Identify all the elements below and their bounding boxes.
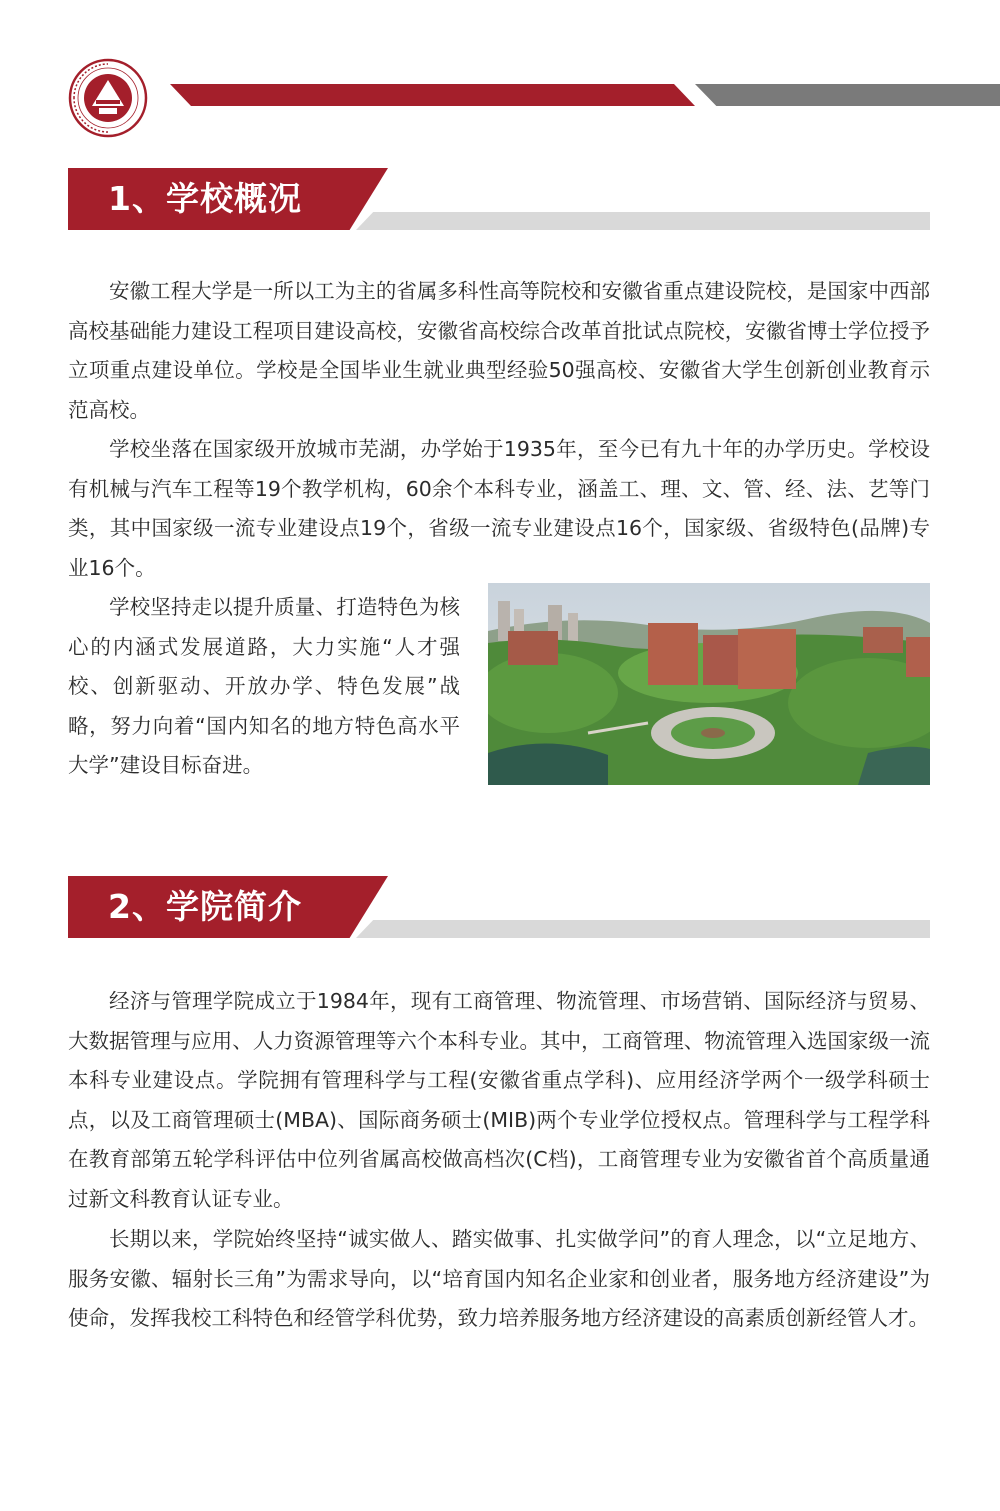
university-seal-icon [68,58,148,138]
university-logo [68,58,148,138]
section1-heading-gray-bar [356,212,930,230]
header-stripe-red [170,84,695,106]
header-stripe-gray [695,84,1000,106]
section2-heading-gray-bar [356,920,930,938]
section2-heading [68,876,930,942]
section1-heading [68,168,930,234]
campus-photo-illustration [488,583,930,785]
section2-paragraph-2: 长期以来，学院始终坚持“诚实做人、踏实做事、扎实做学问”的育人理念，以“立足地方、服务安徽、辐射长三角”为需求导向，以“培育国内知名企业家和创业者，服务地方经济建设”为使命，发挥我校工科特色和经管学科优势，致力培养服务地方经济建设的高素质创新经管人才。 [68,1227,930,1330]
section1-title: 1、学校概况 [108,179,302,218]
section2-title: 2、学院简介 [108,887,302,926]
section2-paragraph-1: 经济与管理学院成立于1984年，现有工商管理、物流管理、市场营销、国际经济与贸易、大数据管理与应用、人力资源管理等六个本科专业。其中，工商管理、物流管理入选国家级一流本科专业建设点。学院拥有管理科学与工程(安徽省重点学科)、应用经济学两个一级学科硕士点，以及工商管理硕士(MBA)、国际商务硕士(MIB)两个专业学位授权点。管理科学与工程学科在教育部第五轮学科评估中位列省属高校做高档次(C档)，工商管理专业为安徽省首个高质量通过新文科教育认证专业。 [68,989,930,1211]
section1-paragraph-3: 学校坚持走以提升质量、打造特色为核心的内涵式发展道路，大力实施“人才强校、创新驱动、开放办学、特色发展”战略，努力向着“国内知名的地方特色高水平大学”建设目标奋进。 [68,595,460,777]
section1-paragraph-2: 学校坐落在国家级开放城市芜湖，办学始于1935年，至今已有九十年的办学历史。学校设有机械与汽车工程等19个教学机构，60余个本科专业，涵盖工、理、文、管、经、法、艺等门类，其中国家级一流专业建设点19个，省级一流专业建设点16个，国家级、省级特色(品牌)专业16个。 [68,437,930,580]
campus-aerial-photo [488,583,930,785]
section1-paragraph-1: 安徽工程大学是一所以工为主的省属多科性高等院校和安徽省重点建设院校，是国家中西部高校基础能力建设工程项目建设高校，安徽省高校综合改革首批试点院校，安徽省博士学位授予立项重点建设单位。学校是全国毕业生就业典型经验50强高校、安徽省大学生创新创业教育示范高校。 [68,279,930,422]
